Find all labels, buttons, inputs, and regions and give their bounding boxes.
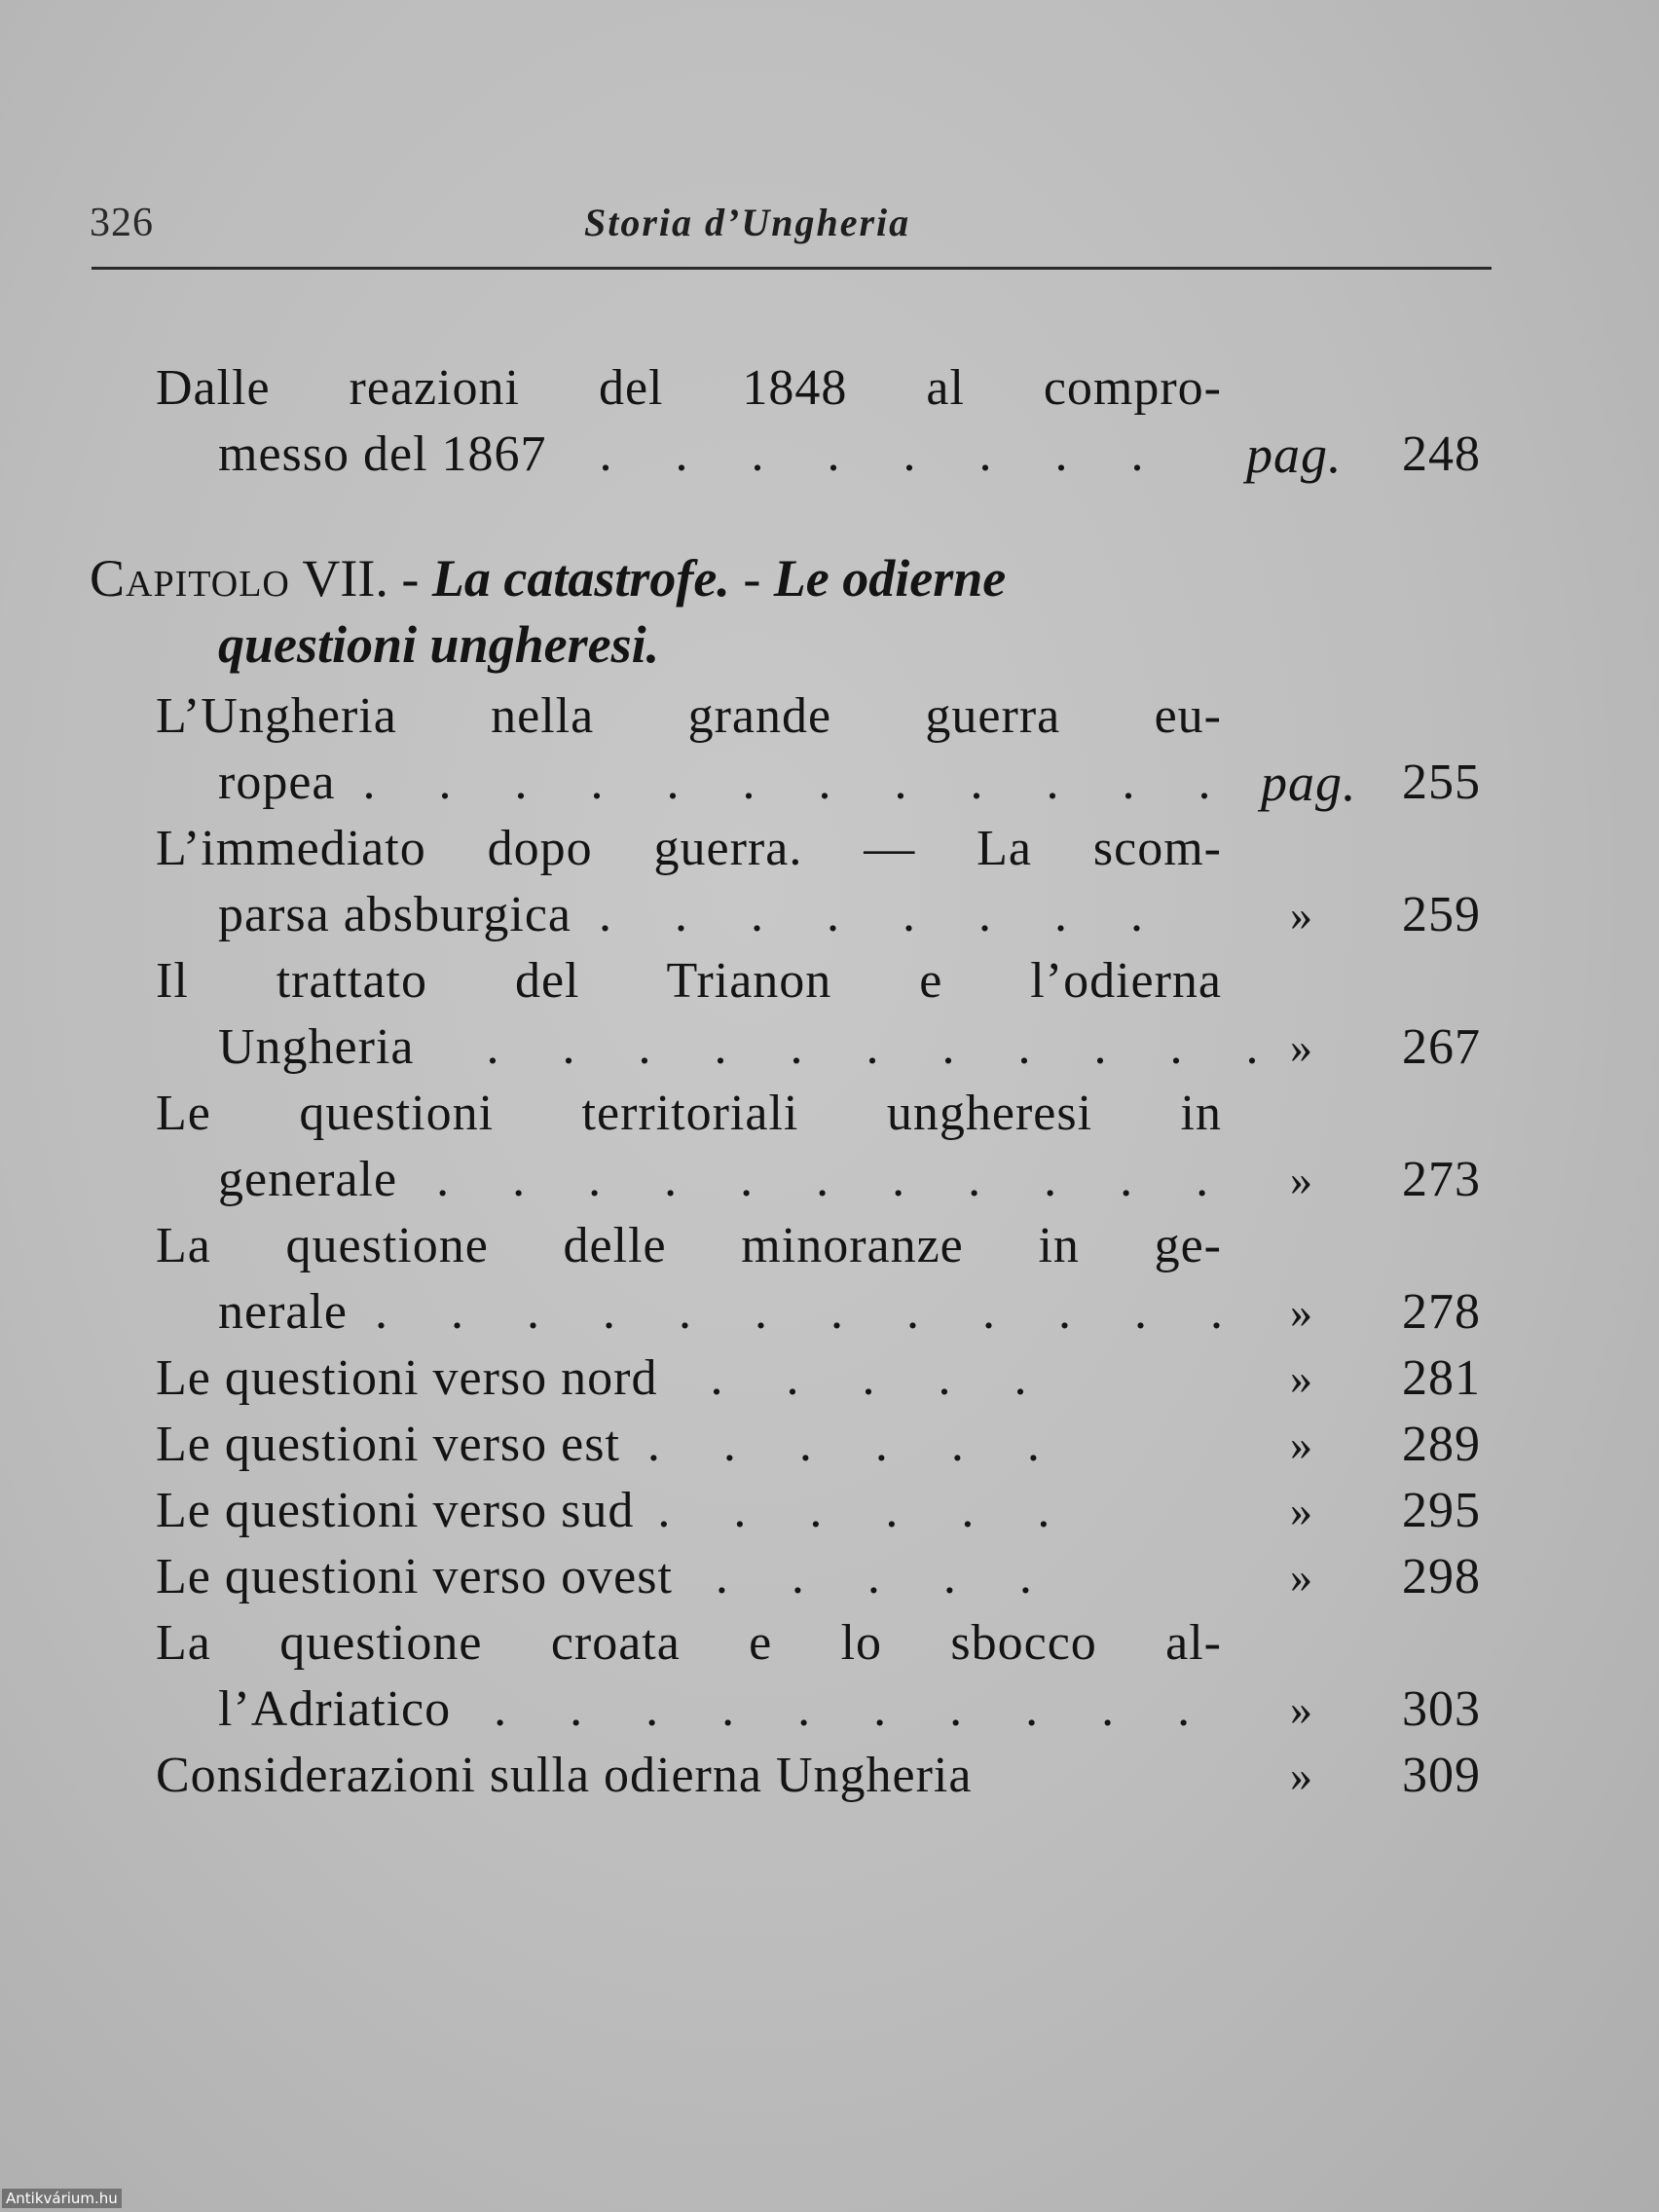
toc-entry	[156, 1478, 1499, 1544]
chapter-separator: -	[387, 549, 432, 608]
page-ref: 273	[1402, 1152, 1481, 1207]
ditto-mark: »	[1290, 1022, 1313, 1072]
chapter-label: Capitolo	[90, 549, 290, 608]
chapter-number: VII.	[302, 549, 388, 608]
entry-line-1: Le questioni territoriali ungheresi in	[156, 1086, 1222, 1141]
toc-entry	[156, 1081, 1499, 1213]
leader-dots: . . . . . . . .	[599, 887, 1169, 942]
ditto-mark: »	[1290, 1684, 1313, 1734]
leader-dots: . . . . . . . . . . . .	[362, 755, 1236, 810]
watermark: Antikvárium.hu	[2, 2189, 122, 2208]
ditto-mark: »	[1290, 1287, 1313, 1337]
leader-dots: . . . . . . . . . . .	[436, 1152, 1235, 1207]
leader-dots: . . . . . .	[657, 1483, 1076, 1538]
ditto-mark: »	[1290, 1751, 1313, 1800]
toc-entry	[156, 816, 1499, 948]
entry-title: Le questioni verso est	[156, 1417, 620, 1472]
entry-title: Le questioni verso nord	[156, 1350, 658, 1406]
entry-line-1: L’Ungheria nella grande guerra eu-	[156, 688, 1222, 744]
page-ref: 298	[1402, 1549, 1481, 1604]
entry-line-1: Il trattato del Trianon e l’odierna	[156, 953, 1222, 1009]
toc-entry	[156, 355, 1499, 488]
leader-dots: . . . . . .	[646, 1417, 1065, 1472]
entry-line-1: Dalle reazioni del 1848 al compro-	[156, 360, 1222, 416]
pag-label: pag.	[1246, 425, 1343, 484]
pag-label: pag.	[1261, 754, 1357, 812]
entry-title-cont: parsa absburgica	[218, 887, 572, 942]
entry-title-cont: l’Adriatico	[218, 1681, 452, 1737]
chapter-title-part-1: La catastrofe.	[431, 549, 730, 608]
entry-title: Considerazioni sulla odierna Ungheria	[156, 1748, 973, 1803]
entry-title-cont: Ungheria	[218, 1019, 415, 1075]
page-ref: 248	[1402, 426, 1481, 482]
entry-title: Le questioni verso ovest	[156, 1549, 673, 1604]
page-ref: 303	[1402, 1681, 1481, 1737]
toc-entry	[156, 1412, 1499, 1478]
entry-title-cont: ropea	[218, 755, 336, 810]
entry-title-cont: messo del 1867	[218, 426, 547, 482]
page-ref: 295	[1402, 1483, 1481, 1538]
toc-entry	[156, 948, 1499, 1081]
ditto-mark: »	[1290, 890, 1313, 940]
page-number: 326	[90, 201, 154, 245]
running-title: Storia d’Ungheria	[584, 201, 911, 244]
leader-dots: . . . . . . . . . . . .	[375, 1284, 1249, 1340]
ditto-mark: »	[1290, 1155, 1313, 1204]
page-ref: 267	[1402, 1019, 1481, 1075]
header-rule	[92, 267, 1492, 270]
ditto-mark: »	[1290, 1353, 1313, 1403]
toc-entry	[156, 1743, 1499, 1809]
ditto-mark: »	[1290, 1419, 1313, 1469]
page-ref: 255	[1402, 755, 1481, 810]
leader-dots: . . . . . . . . . .	[494, 1681, 1216, 1737]
leader-dots: . . . . .	[715, 1549, 1057, 1604]
entry-line-1: L’immediato dopo guerra. — La scom-	[156, 821, 1222, 876]
leader-dots: . . . . . . . .	[599, 426, 1169, 482]
entry-title: Le questioni verso sud	[156, 1483, 635, 1538]
page-ref: 278	[1402, 1284, 1481, 1340]
leader-dots: . . . . . . . . . . .	[486, 1019, 1284, 1075]
chapter-title-part-3: questioni ungheresi.	[218, 615, 660, 674]
ditto-mark: »	[1290, 1552, 1313, 1602]
page-ref: 281	[1402, 1350, 1481, 1406]
entry-title-cont: generale	[218, 1152, 398, 1207]
entry-line-1: La questione croata e lo sbocco al-	[156, 1615, 1222, 1671]
chapter-title-part-2: Le odierne	[773, 549, 1007, 608]
page-ref: 289	[1402, 1417, 1481, 1472]
page-ref: 259	[1402, 887, 1481, 942]
page-header	[90, 200, 1492, 258]
entry-line-1: La questione delle minoranze in ge-	[156, 1218, 1222, 1273]
chapter-separator: -	[729, 549, 774, 608]
ditto-mark: »	[1290, 1486, 1313, 1535]
page-ref: 309	[1402, 1748, 1481, 1803]
toc-entry	[156, 1346, 1499, 1412]
entry-line-2	[156, 422, 1499, 488]
toc-entry	[156, 1610, 1499, 1743]
toc-entry	[156, 1544, 1499, 1610]
toc-entry	[156, 683, 1499, 816]
entry-title-cont: nerale	[218, 1284, 349, 1340]
chapter-heading	[90, 545, 1238, 678]
leader-dots: . . . . .	[710, 1350, 1052, 1406]
toc-entry	[156, 1213, 1499, 1346]
